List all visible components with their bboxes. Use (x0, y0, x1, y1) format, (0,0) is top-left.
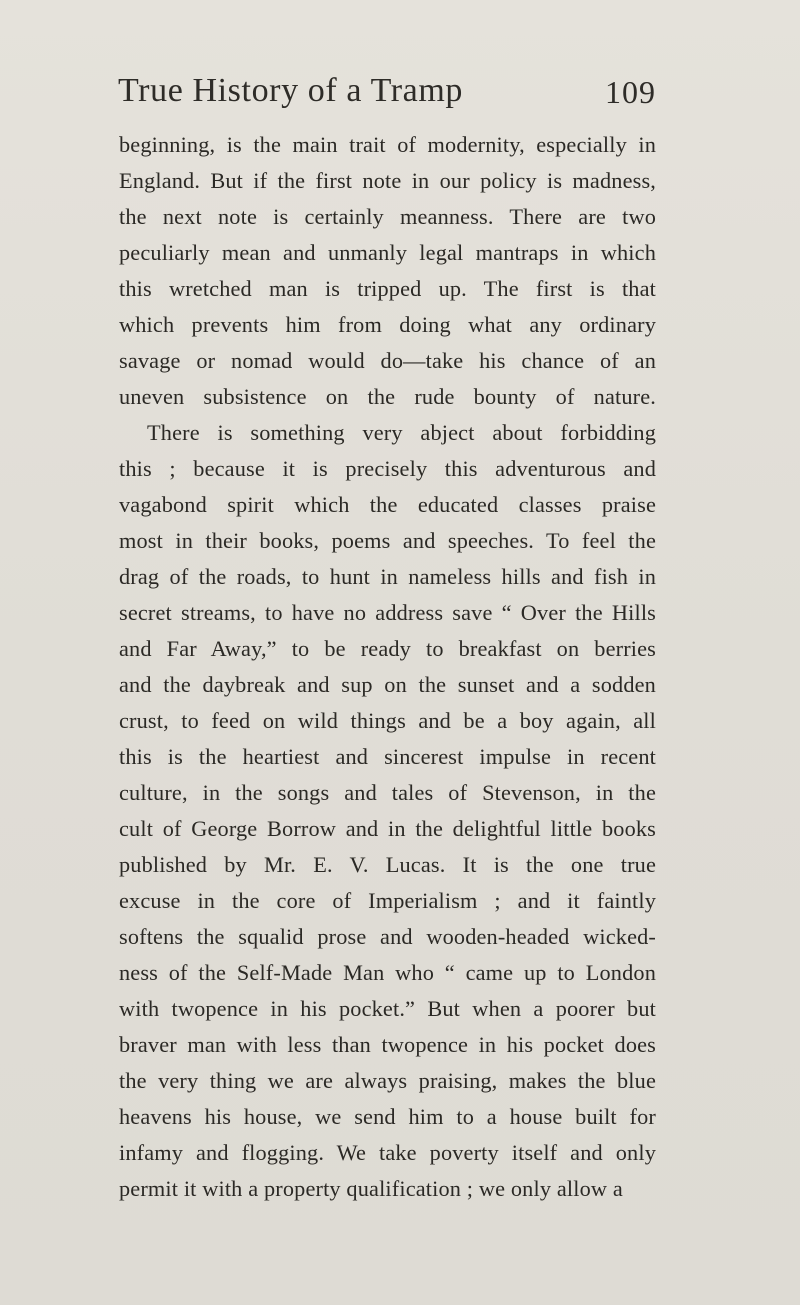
text-line: published by Mr. E. V. Lucas. It is the one true (119, 852, 656, 877)
text-line: softens the squalid prose and wooden-headed wicked- (119, 924, 656, 949)
text-line: vagabond spirit which the educated classes praise (119, 492, 656, 517)
text-line: which prevents him from doing what any ordinary (119, 312, 656, 337)
text-line: cult of George Borrow and in the delightful little books (119, 816, 656, 841)
text-line: heavens his house, we send him to a house built for (119, 1104, 656, 1129)
text-line: the next note is certainly meanness. There are two (119, 204, 656, 229)
text-line: most in their books, poems and speeches. To feel the (119, 528, 656, 553)
text-line: infamy and flogging. We take poverty itself and only (119, 1140, 656, 1165)
text-line: this wretched man is tripped up. The first is that (119, 276, 656, 301)
text-line: uneven subsistence on the rude bounty of nature. (119, 384, 656, 409)
text-line: secret streams, to have no address save “ Over the Hills (119, 600, 656, 625)
page-number: 109 (605, 74, 656, 110)
text-line: permit it with a property qualification ; we only allow a (119, 1176, 623, 1201)
text-line: England. But if the first note in our policy is madness, (119, 168, 656, 193)
text-line: culture, in the songs and tales of Stevenson, in the (119, 780, 656, 805)
text-line: and the daybreak and sup on the sunset and a sodden (119, 672, 656, 697)
text-line: crust, to feed on wild things and be a boy again, all (119, 708, 656, 733)
body-text (119, 127, 656, 1207)
running-header (118, 72, 656, 122)
text-line: the very thing we are always praising, makes the blue (119, 1068, 656, 1093)
text-line: this is the heartiest and sincerest impulse in recent (119, 744, 656, 769)
text-line: and Far Away,” to be ready to breakfast on berries (119, 636, 656, 661)
text-line: excuse in the core of Imperialism ; and it faintly (119, 888, 656, 913)
running-title: True History of a Tramp (118, 72, 464, 109)
text-line: savage or nomad would do—take his chance of an (119, 348, 656, 373)
text-line: peculiarly mean and unmanly legal mantraps in which (119, 240, 656, 265)
text-line: beginning, is the main trait of modernity, especially in (119, 132, 656, 157)
text-line: braver man with less than twopence in his pocket does (119, 1032, 656, 1057)
text-line: ness of the Self-Made Man who “ came up to London (119, 960, 656, 985)
text-line: this ; because it is precisely this adventurous and (119, 456, 656, 481)
text-line: with twopence in his pocket.” But when a poorer but (119, 996, 656, 1021)
text-line: There is something very abject about forbidding (147, 420, 656, 445)
text-line: drag of the roads, to hunt in nameless hills and fish in (119, 564, 656, 589)
